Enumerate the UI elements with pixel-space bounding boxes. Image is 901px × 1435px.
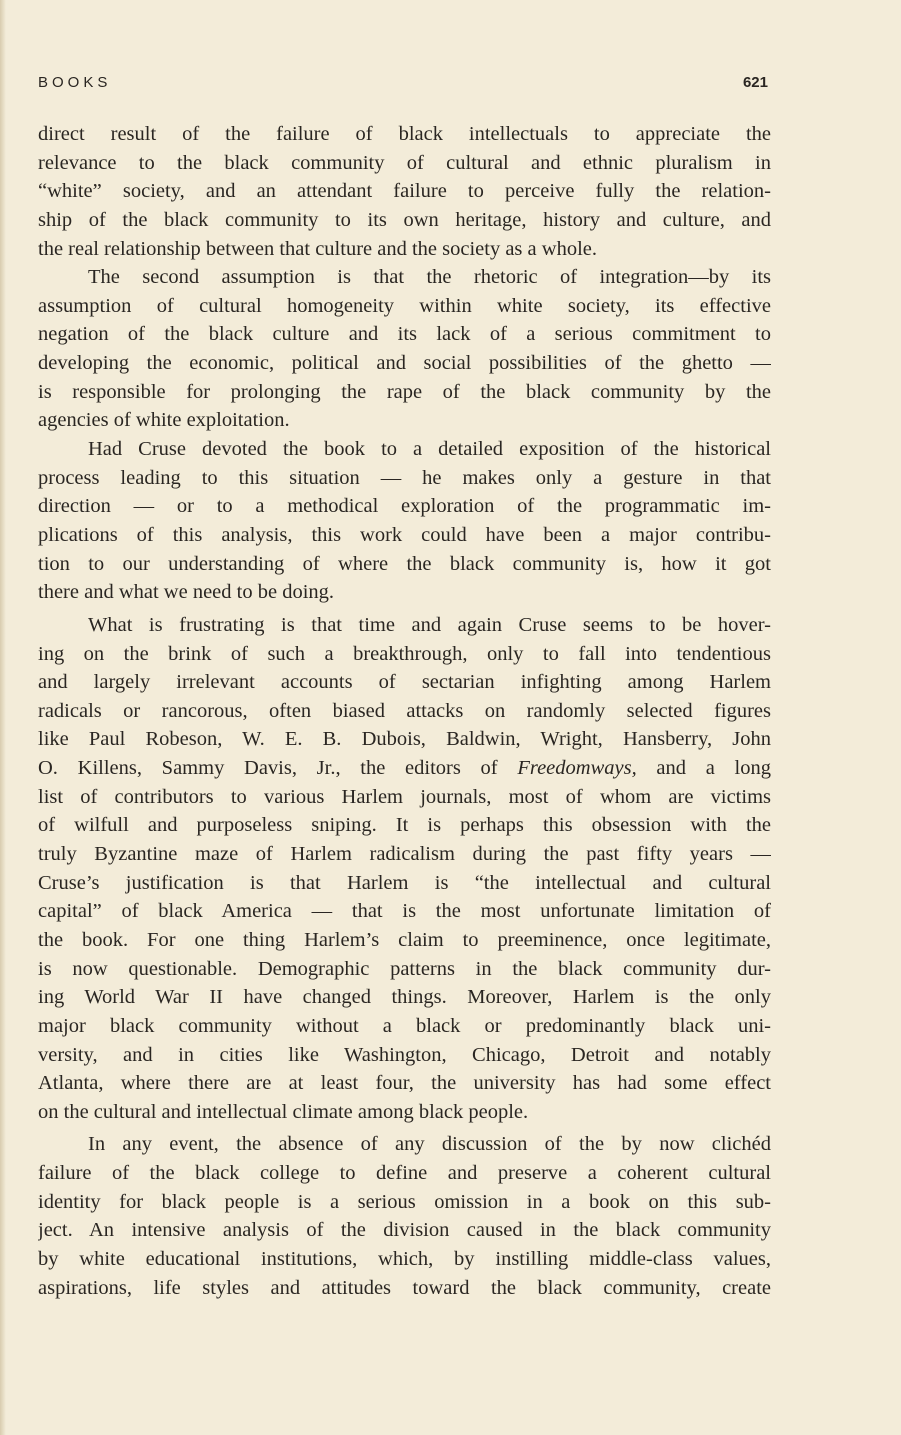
section-title: BOOKS: [38, 74, 112, 91]
text-line: is responsible for prolonging the rape of the black community by the: [38, 380, 771, 403]
text-line: truly Byzantine maze of Harlem radicalism during the past fifty years —: [38, 843, 771, 866]
text-line: direct result of the failure of black intellectuals to appreciate the: [38, 123, 771, 145]
text-line-with-italic-title: [38, 754, 771, 783]
text-line: the book. For one thing Harlem’s claim to preeminence, once legitimate,: [38, 928, 771, 951]
text-line: aspirations, life styles and attitudes toward the black community, create: [38, 1276, 771, 1299]
text-line: ject. An intensive analysis of the division caused in the black community: [38, 1219, 771, 1242]
text-line: there and what we need to be doing.: [38, 581, 335, 604]
text-line: tion to our understanding of where the black community is, how it got: [38, 552, 771, 575]
text-line: capital” of black America — that is the most unfortunate limitation of: [38, 900, 771, 923]
text-line: ing on the brink of such a breakthrough, only to fall into tendentious: [38, 642, 771, 665]
text-line: major black community without a black or predominantly black uni-: [38, 1014, 771, 1037]
text-line: negation of the black culture and its lack of a serious commitment to: [38, 323, 771, 346]
text-line: of wilfull and purposeless sniping. It is perhaps this obsession with the: [38, 814, 771, 837]
text-line: the real relationship between that culture and the society as a whole.: [38, 237, 597, 260]
text-line: “white” society, and an attendant failure to perceive fully the relation-: [38, 180, 771, 203]
text-line: developing the economic, political and social possibilities of the ghetto —: [38, 352, 771, 375]
text-line: assumption of cultural homogeneity within white society, its effective: [38, 294, 771, 317]
text-line: ship of the black community to its own heritage, history and culture, and: [38, 208, 771, 231]
text-fragment: O. Killens, Sammy Davis, Jr., the editors of: [38, 757, 518, 780]
text-line: radicals or rancorous, often biased attacks on randomly selected figures: [38, 699, 771, 722]
text-line: failure of the black college to define and preserve a coherent cultural: [38, 1162, 771, 1185]
running-head: [38, 74, 768, 98]
text-line: What is frustrating is that time and again Cruse seems to be hover-: [88, 613, 771, 636]
text-line: Had Cruse devoted the book to a detailed exposition of the historical: [88, 438, 771, 461]
page-number: 621: [742, 74, 768, 91]
text-line: like Paul Robeson, W. E. B. Dubois, Baldwin, Wright, Hansberry, John: [38, 728, 771, 751]
text-line: versity, and in cities like Washington, Chicago, Detroit and notably: [38, 1043, 771, 1066]
periodical-title: Freedomways,: [517, 757, 637, 780]
text-line: identity for black people is a serious omission in a book on this sub-: [38, 1190, 771, 1213]
text-line: by white educational institutions, which, by instilling middle-class values,: [38, 1247, 771, 1270]
text-line: In any event, the absence of any discussion of the by now clichéd: [88, 1133, 771, 1156]
text-line: list of contributors to various Harlem journals, most of whom are victims: [38, 785, 771, 808]
text-line: direction — or to a methodical exploration of the programmatic im-: [38, 495, 771, 518]
text-line: The second assumption is that the rhetoric of integration—by its: [88, 266, 771, 289]
text-fragment: and a long: [636, 757, 771, 780]
text-line: relevance to the black community of cultural and ethnic pluralism in: [38, 151, 771, 174]
text-line: Atlanta, where there are at least four, the university has had some effect: [38, 1072, 771, 1095]
text-line: Cruse’s justification is that Harlem is “the intellectual and cultural: [38, 871, 771, 894]
text-line: is now questionable. Demographic patterns in the black community dur-: [38, 957, 771, 980]
text-line: on the cultural and intellectual climate among black people.: [38, 1100, 529, 1123]
text-line: agencies of white exploitation.: [38, 409, 290, 432]
text-line: process leading to this situation — he makes only a gesture in that: [38, 466, 771, 489]
page-edge: [0, 0, 6, 1435]
text-line: ing World War II have changed things. Moreover, Harlem is the only: [38, 986, 771, 1009]
text-line: plications of this analysis, this work could have been a major contribu-: [38, 523, 771, 546]
body-text: [38, 120, 771, 1302]
text-line: and largely irrelevant accounts of sectarian infighting among Harlem: [38, 671, 771, 694]
